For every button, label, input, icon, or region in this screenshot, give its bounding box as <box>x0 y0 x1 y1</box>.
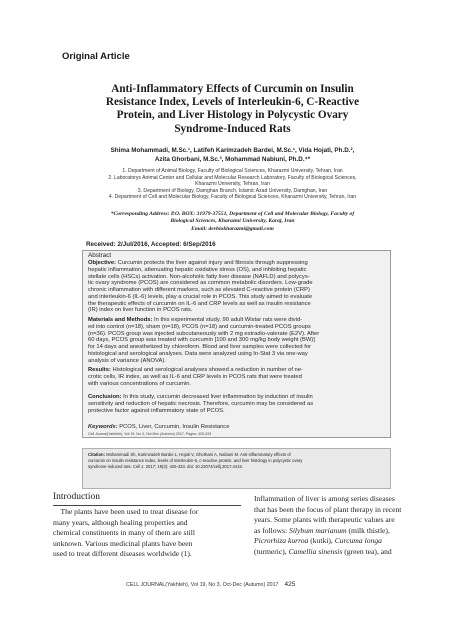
corresponding-address <box>70 211 395 233</box>
corresp-line: *Corresponding Address: P.O. BOX: 31979-37551, Department of Cell and Molecular Biology, Faculty of <box>110 211 355 217</box>
title-line: Syndrome-Induced Rats <box>174 122 291 135</box>
article-type: Original Article <box>62 51 130 62</box>
keywords-text: PCOS, Liver, Curcumin, Insulin Resistance <box>117 424 230 430</box>
body-line: (turmeric), Camellia sinensis (green tea), and <box>254 546 392 556</box>
article-title <box>70 83 395 136</box>
author-line: Azita Ghorbani, M.Sc.³, Mohammad Nabiuni, Ph.D.⁴* <box>154 155 311 163</box>
abstract-results <box>88 367 388 387</box>
objective-text: chronic inflammation with different markers, such as elevated C-reactive protein (CRP) <box>88 287 310 293</box>
introduction-left-column <box>53 507 239 560</box>
corresp-email[interactable]: Email: devbiokharazmi@gmail.com <box>191 225 274 232</box>
author-list <box>70 147 395 164</box>
results-label: Results: <box>88 367 111 373</box>
body-line: unknown. Various medicinal plants have been <box>53 538 193 548</box>
objective-text: the therapeutic effects of curcumin on IL-6 and CRP levels as well as insulin resistance <box>88 300 311 307</box>
results-text: Histological and serological analyses showed a reduction in number of ne- <box>110 367 303 373</box>
citation-text: curcumin on insulin resistance index, levels of interleukin-6, c-reactive protein, and liver histology in polycystic ovary <box>88 457 303 463</box>
objective-text: Curcumin protects the liver against injury and fibrosis through suppressing <box>116 260 308 266</box>
abstract-objective <box>88 260 388 314</box>
page-footer <box>126 581 295 588</box>
conclusion-text: protective factor against inflammatory state of PCOS. <box>88 407 225 414</box>
citation-box <box>82 448 391 489</box>
abstract-box <box>82 250 391 438</box>
introduction-heading: Introduction <box>53 492 100 502</box>
methods-text: histological and serological analyses. Data were analyzed using In-Stat 3 via one-way <box>88 350 308 357</box>
methods-text: ed into control (n=18), sham (n=18), PCOS (n=18) and curcumin-treated PCOS groups <box>88 323 311 330</box>
results-text: with various concentrations of curcumin. <box>88 380 192 387</box>
affiliation-line: 1. Department of Animal Biology, Faculty of Biological Sciences, Kharazmi University, Tehran, Iran <box>122 168 343 174</box>
citation-label: Citation: <box>88 452 105 457</box>
conclusion-text: sensitivity and reduction of hepatic necrosis. Therefore, curcumin may be considered as <box>88 400 314 407</box>
methods-label: Materials and Methods: <box>88 317 153 323</box>
methods-text: analysis of variance (ANOVA). <box>88 357 166 364</box>
conclusion-text: In this study, curcumin decreased liver inflammation by induction of insulin <box>121 394 313 400</box>
title-line: Anti-Inflammatory Effects of Curcumin on Insulin <box>111 83 354 95</box>
body-line: Picrorhiza kurroa (kutki), Curcuma longa <box>254 536 382 546</box>
affiliation-line: Kharazmi University, Tehran, Iran <box>195 181 270 188</box>
title-line: Protein, and Liver Histology in Polycystic Ovary <box>116 109 349 122</box>
footer-journal: CELL JOURNAL(Yakhteh), Vol 19, No 3, Oct-Dec (Autumn) 2017 <box>126 582 279 588</box>
body-line: used to treat different diseases worldwide (1). <box>53 549 192 559</box>
body-line: The plants have been used to treat disease for <box>53 507 199 516</box>
abstract-methods <box>88 317 388 364</box>
methods-text: (n=36). PCOS group was injected subcutaneously with 2 mg estradio-valerate (E2V). After <box>88 330 320 337</box>
section-divider <box>53 505 241 506</box>
journal-citation-line: Cell Journal(Yakhteh), Vol 19, No 3, Oct-Dec (Autumn) 2017, Pages: 425-433 <box>88 432 212 436</box>
methods-text: for 14 days and anesthetized by chloroform. Blood and liver samples were collected for <box>88 344 311 350</box>
abstract-conclusion <box>88 394 388 414</box>
affiliation-line: 4. Department of Cell and Molecular Biology, Faculty of Biological Sciences, Kharazmi University, Tehran, Iran <box>108 194 357 201</box>
abstract-heading: Abstract <box>88 252 112 259</box>
objective-text: hepatic inflammation, attenuating hepatic oxidative stress (OS), and inhibiting hepatic <box>88 266 307 273</box>
introduction-right-column <box>254 494 440 558</box>
keywords <box>88 424 229 430</box>
author-line: Shima Mohammadi, M.Sc.¹, Latifeh Karimzadeh Bardei, M.Sc.¹, Vida Hojati, Ph.D.², <box>110 147 355 154</box>
corresp-line: Biological Sciences, Kharazmi University, Karaj, Iran <box>170 218 295 225</box>
citation-text: Mohammadi Sh, Karimzadeh Bardei L, Hojati V, Ghorbani A, Nabiuni M. Anti-inflammatory effects of <box>104 452 291 457</box>
objective-text: stellate cells (HSCs) activation. Non-alcoholic fatty liver disease (NAFLD) and polycys- <box>88 273 310 280</box>
body-line: as follows: Silybum marianum (milk thistle), <box>254 525 390 535</box>
methods-text: In this experimental study, 90 adult Wistar rats were divid- <box>152 317 303 323</box>
citation-text: syndrome-induced rats. Cell J. 2017; 19(3): 425-433. doi: 10.22074/cellj.2017.4415. <box>88 463 244 469</box>
affiliations <box>62 168 403 201</box>
received-accepted-dates: Received: 2/Jul/2016, Accepted: 6/Sep/2016 <box>86 241 216 248</box>
body-line: Inflammation of liver is among series diseases <box>254 494 395 503</box>
body-line: years. Some plants with therapeutic values are <box>254 515 395 525</box>
body-line: chemical constituents in many of them are still <box>53 528 195 538</box>
affiliation-line: 3. Department of Biology, Damghan Branch, Islamic Azad University, Damghan, Iran <box>137 187 328 194</box>
methods-text: 60 days, PCOS group was treated with curcumin [100 and 300 mg/kg body weight (BW)] <box>88 337 315 344</box>
affiliation-line: 2. Laboratorys Animal Center and Cellular and Molecular Research Laboratory, Faculty of Biological Sciences, <box>108 174 357 181</box>
objective-label: Objective: <box>88 260 117 266</box>
body-line: many years, although healing properties and <box>53 517 188 527</box>
objective-text: tic ovary syndrome (PCOS) are considered as common metabolic disorders. Low-grade <box>88 280 313 287</box>
objective-text: (IR) index on liver function in PCOS rats. <box>88 307 193 314</box>
objective-text: and interleukin-6 (IL-6) levels, play a crucial role in PCOS. This study aimed to evaluate <box>88 293 313 300</box>
title-line: Resistance Index, Levels of Interleukin-6, C-Reactive <box>105 96 360 109</box>
body-line: that has been the focus of plant therapy in recent <box>254 504 402 514</box>
conclusion-label: Conclusion: <box>88 394 122 400</box>
results-text: crotic cells, IR index, as well as IL-6 and CRP levels in PCOS rats that were treated <box>88 373 302 380</box>
keywords-label: Keywords: <box>88 424 118 430</box>
page-number: 425 <box>284 581 296 588</box>
